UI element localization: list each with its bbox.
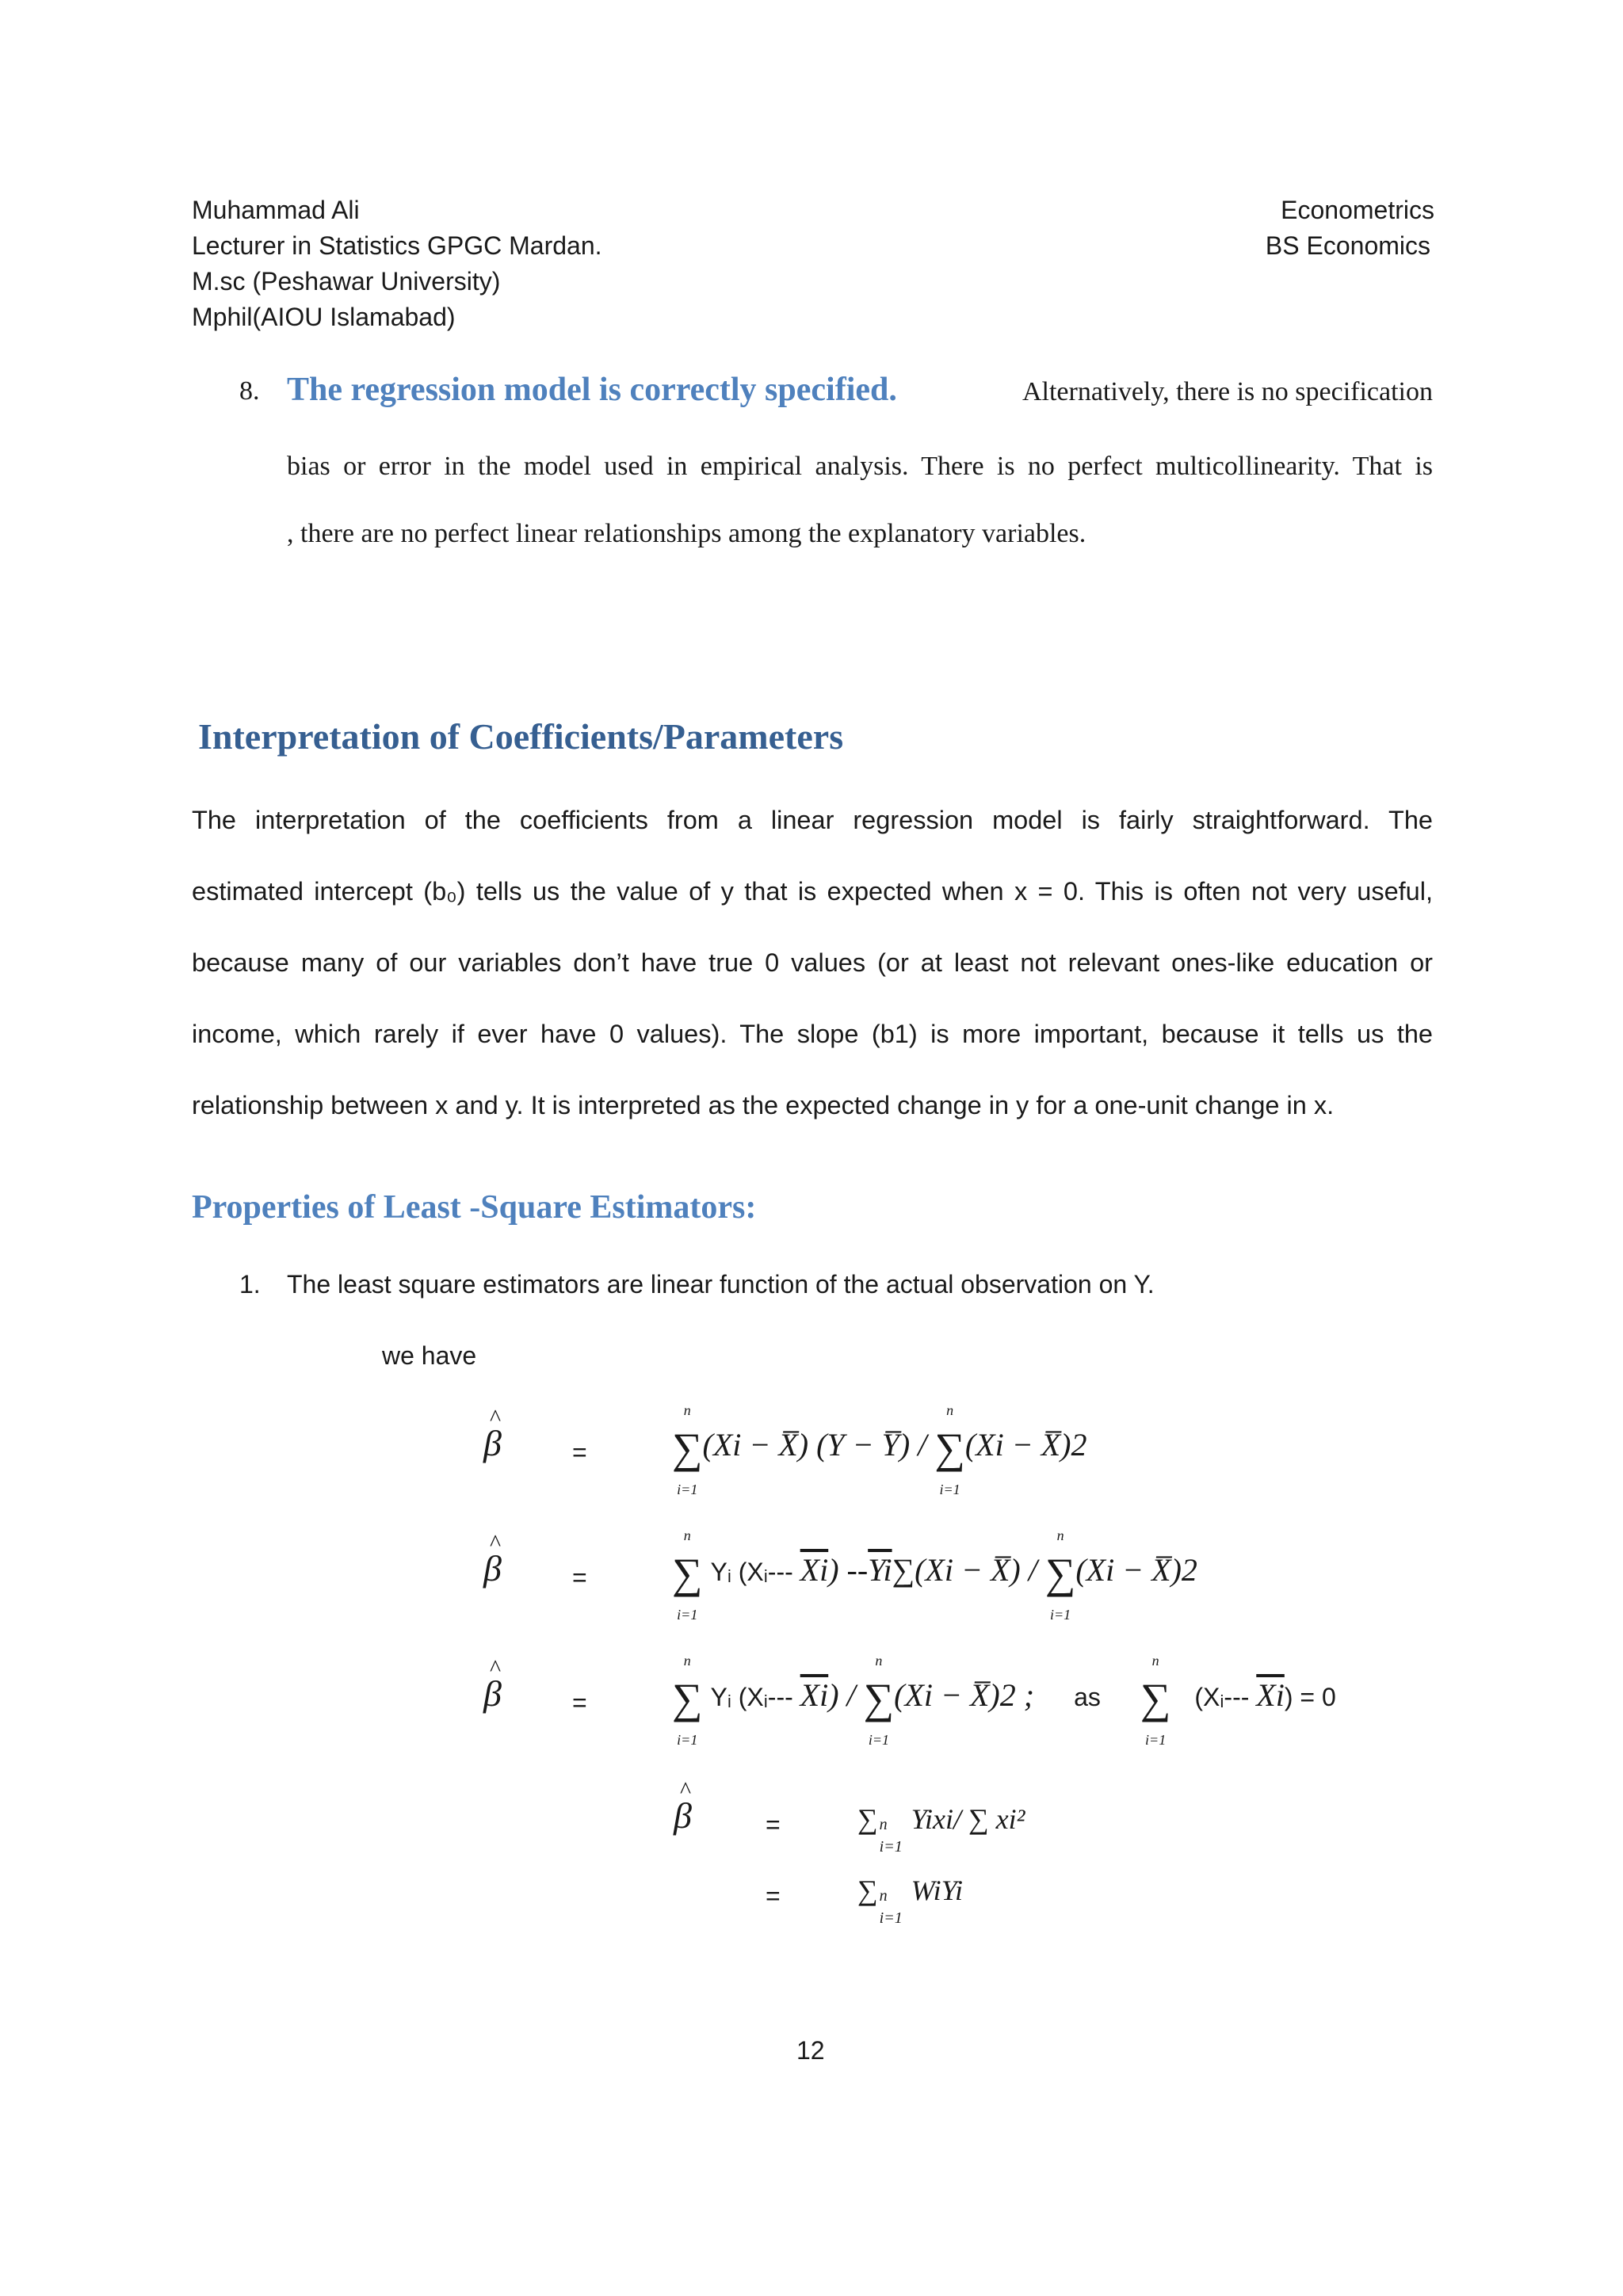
equals-1: = xyxy=(572,1438,587,1466)
equation-3: ∑ n i=1 Yᵢ (Xᵢ--- $\overline{Xi}$) / ∑ n i=1 (Xi − X̅)2 ; as ∑ n i=1 (Xᵢ--- $\overline{Xi}) = 0$ xyxy=(672,1652,1336,1748)
sum-symbol: ∑ n i=1 xyxy=(1140,1652,1171,1748)
equation-5: ∑ n i=1 WiYi xyxy=(857,1875,964,1927)
item-8-first-line xyxy=(287,371,1433,409)
equals-4: = xyxy=(766,1810,781,1839)
interpretation-line-3: because many of our variables don’t have true 0 values (or at least not relevant ones-like education or xyxy=(192,948,1433,977)
beta-hat-1: ^ β xyxy=(483,1422,502,1464)
author-degree-msc: M.sc (Peshawar University) xyxy=(192,267,501,296)
beta-hat-4: ^ β xyxy=(674,1794,692,1836)
author-name: Muhammad Ali xyxy=(192,196,360,224)
interpretation-line-4: income, which rarely if ever have 0 values). The slope (b1) is more important, because it tells us the xyxy=(192,1020,1433,1048)
course-subject: Econometrics xyxy=(1281,196,1434,224)
properties-heading: Properties of Least -Square Estimators: xyxy=(192,1189,757,1226)
beta-hat-3: ^ β xyxy=(483,1672,502,1714)
equation-1: ∑ n i=1 (Xi − X̅) (Y − Y̅) / ∑ n i=1 (Xi − X̅)2 xyxy=(672,1402,1087,1497)
item-8-line1: Alternatively, there is no specification xyxy=(1022,377,1433,406)
interpretation-line-5: relationship between x and y. It is interpreted as the expected change in y for a one-unit change in x. xyxy=(192,1091,1335,1119)
beta-hat-2: ^ β xyxy=(483,1547,502,1589)
sum-symbol: ∑ n i=1 xyxy=(672,1652,703,1748)
interpretation-line-1: The interpretation of the coefficients from a linear regression model is fairly straightforward. The xyxy=(192,806,1433,834)
item-8-line2: bias or error in the model used in empirical analysis. There is no perfect multicollinearity. That is xyxy=(287,452,1433,481)
property-1-number: 1. xyxy=(239,1270,261,1299)
sum-symbol: ∑ n i=1 xyxy=(934,1402,965,1497)
equals-2: = xyxy=(572,1563,587,1592)
equals-5: = xyxy=(766,1882,781,1910)
interpretation-heading: Interpretation of Coefficients/Parameters xyxy=(198,716,844,757)
we-have-label: we have xyxy=(382,1341,477,1370)
page-number: 12 xyxy=(796,2036,825,2065)
item-8-line3: , there are no perfect linear relationships among the explanatory variables. xyxy=(287,519,1086,548)
item-8-title: The regression model is correctly specified. xyxy=(287,372,897,408)
equation-2: ∑ n i=1 Yᵢ (Xᵢ--- $\overline{Xi}$) $--\overline{Yi}\sum(Xi$ − X̅) / ∑ n i=1 (Xi − X̅)2 xyxy=(672,1527,1197,1623)
sum-symbol: ∑ n i=1 xyxy=(672,1527,703,1623)
property-1-text: The least square estimators are linear function of the actual observation on Y. xyxy=(287,1270,1155,1299)
sum-symbol: ∑ n i=1 xyxy=(672,1402,703,1497)
author-degree-mphil: Mphil(AIOU Islamabad) xyxy=(192,303,456,331)
interpretation-line-2: estimated intercept (b₀) tells us the value of y that is expected when x = 0. This is often not very useful, xyxy=(192,877,1433,906)
course-program: BS Economics xyxy=(1265,231,1430,260)
author-position: Lecturer in Statistics GPGC Mardan. xyxy=(192,231,602,260)
equation-4: ∑ n i=1 Yixi/ ∑ xi² xyxy=(857,1803,1025,1855)
sum-symbol: ∑ n i=1 xyxy=(1044,1527,1076,1623)
sum-symbol: ∑ n i=1 xyxy=(863,1652,895,1748)
equals-3: = xyxy=(572,1688,587,1717)
item-8-number: 8. xyxy=(239,376,260,406)
